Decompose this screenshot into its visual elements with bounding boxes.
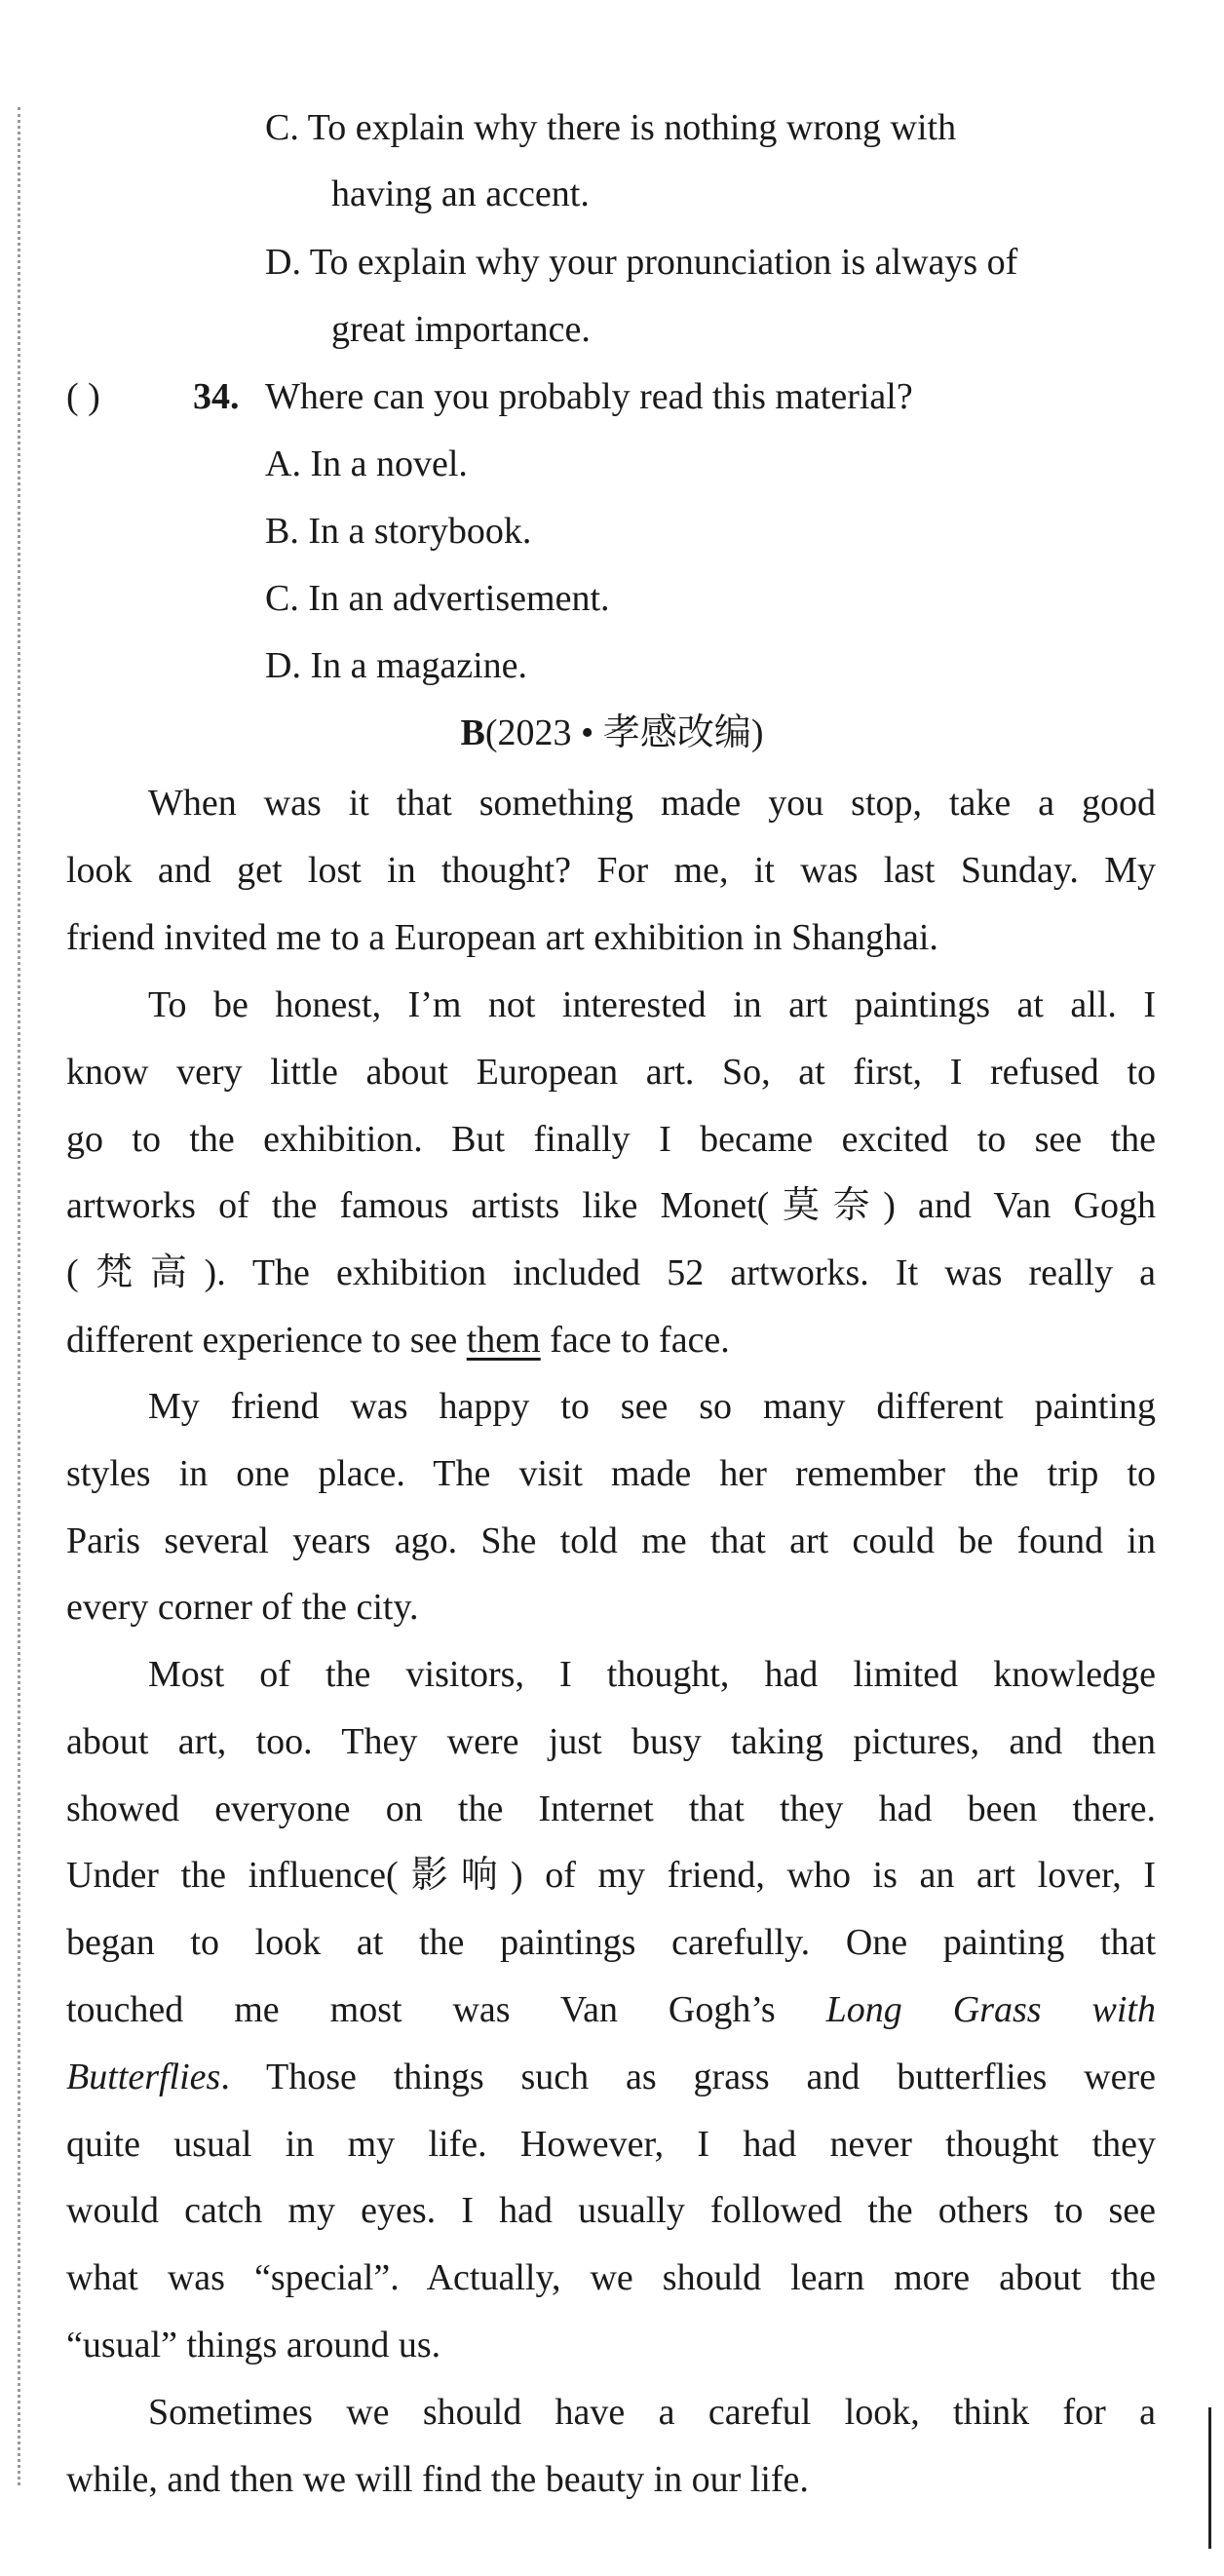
text-line: Most of the visitors, I thought, had limited knowledge xyxy=(148,1654,1156,1695)
text-line: To be honest, I’m not interested in art paintings at all. I xyxy=(148,984,1156,1025)
text-line: showed everyone on the Internet that they had been there. xyxy=(66,1788,1156,1829)
text-segment: different experience to see xyxy=(66,1319,467,1361)
text-line: about art, too. They were just busy taking pictures, and then xyxy=(66,1720,1156,1762)
text-line: look and get lost in thought? For me, it was last Sunday. My xyxy=(66,849,1156,891)
page-edge-mark xyxy=(1208,2407,1211,2549)
text-line: artworks of the famous artists like Monet(莫奈) and Van Gogh xyxy=(66,1185,1156,1227)
paragraph-5 xyxy=(66,2379,1156,2514)
text-segment: touched me most was Van Gogh’s xyxy=(66,1988,826,2030)
q33-option-d-line2: great importance. xyxy=(331,309,591,350)
binding-dotted-line xyxy=(18,107,20,2485)
text-line: friend invited me to a European art exhibition in Shanghai. xyxy=(66,916,938,958)
paragraph-3 xyxy=(66,1373,1156,1641)
q34-option-d: D. In a magazine. xyxy=(265,645,528,686)
text-line: My friend was happy to see so many different painting xyxy=(148,1386,1156,1427)
question-34 xyxy=(0,372,1224,421)
text-line: Under the influence(影响) of my friend, who is an art lover, I xyxy=(66,1855,1156,1897)
text-line xyxy=(66,1977,1156,2044)
painting-title-part1: Long Grass with xyxy=(825,1988,1156,2030)
section-source: (2023 • 孝感改编) xyxy=(484,712,764,753)
q34-option-c: C. In an advertisement. xyxy=(265,578,610,619)
text-line xyxy=(66,1307,1156,1374)
text-line: began to look at the paintings carefully. One painting that xyxy=(66,1922,1156,1964)
text-line: quite usual in my life. However, I had never thought they xyxy=(66,2123,1156,2165)
painting-title-part2: Butterflies xyxy=(66,2056,221,2097)
paragraph-4 xyxy=(66,1641,1156,2379)
q34-option-b: B. In a storybook. xyxy=(265,511,532,552)
text-line: go to the exhibition. But finally I became excited to see the xyxy=(66,1118,1156,1160)
text-segment: . Those things such as grass and butterflies were xyxy=(220,2056,1156,2097)
text-line: Paris several years ago. She told me that art could be found in xyxy=(66,1519,1156,1561)
text-line: When was it that something made you stop, take a good xyxy=(148,783,1156,824)
paragraph-1 xyxy=(66,770,1156,971)
section-b-heading xyxy=(0,709,1224,757)
question-text: Where can you probably read this material? xyxy=(265,376,913,417)
answer-blank[interactable]: ( ) xyxy=(66,376,100,417)
text-line: styles in one place. The visit made her remember the trip to xyxy=(66,1452,1156,1494)
text-line: while, and then we will find the beauty in our life. xyxy=(66,2458,809,2500)
text-line: would catch my eyes. I had usually followed the others to see xyxy=(66,2190,1156,2232)
q34-option-a: A. In a novel. xyxy=(265,443,468,484)
q33-option-c-line1: C. To explain why there is nothing wrong with xyxy=(265,107,957,148)
text-line: Sometimes we should have a careful look, think for a xyxy=(148,2392,1156,2433)
text-line: (梵高). The exhibition included 52 artworks. It was really a xyxy=(66,1252,1156,1294)
paragraph-2 xyxy=(66,972,1156,1374)
text-line: what was “special”. Actually, we should learn more about the xyxy=(66,2257,1156,2299)
text-line: know very little about European art. So, at first, I refused to xyxy=(66,1051,1156,1093)
q33-option-c-line2: having an accent. xyxy=(331,173,590,214)
text-line: every corner of the city. xyxy=(66,1587,419,1629)
section-label: B xyxy=(460,712,485,753)
text-line xyxy=(66,2044,1156,2111)
question-number: 34. xyxy=(193,376,240,417)
q33-option-d-line1: D. To explain why your pronunciation is always of xyxy=(265,242,1018,283)
text-segment: face to face. xyxy=(540,1319,730,1361)
text-line: “usual” things around us. xyxy=(66,2324,441,2365)
underlined-word: them xyxy=(466,1319,541,1361)
